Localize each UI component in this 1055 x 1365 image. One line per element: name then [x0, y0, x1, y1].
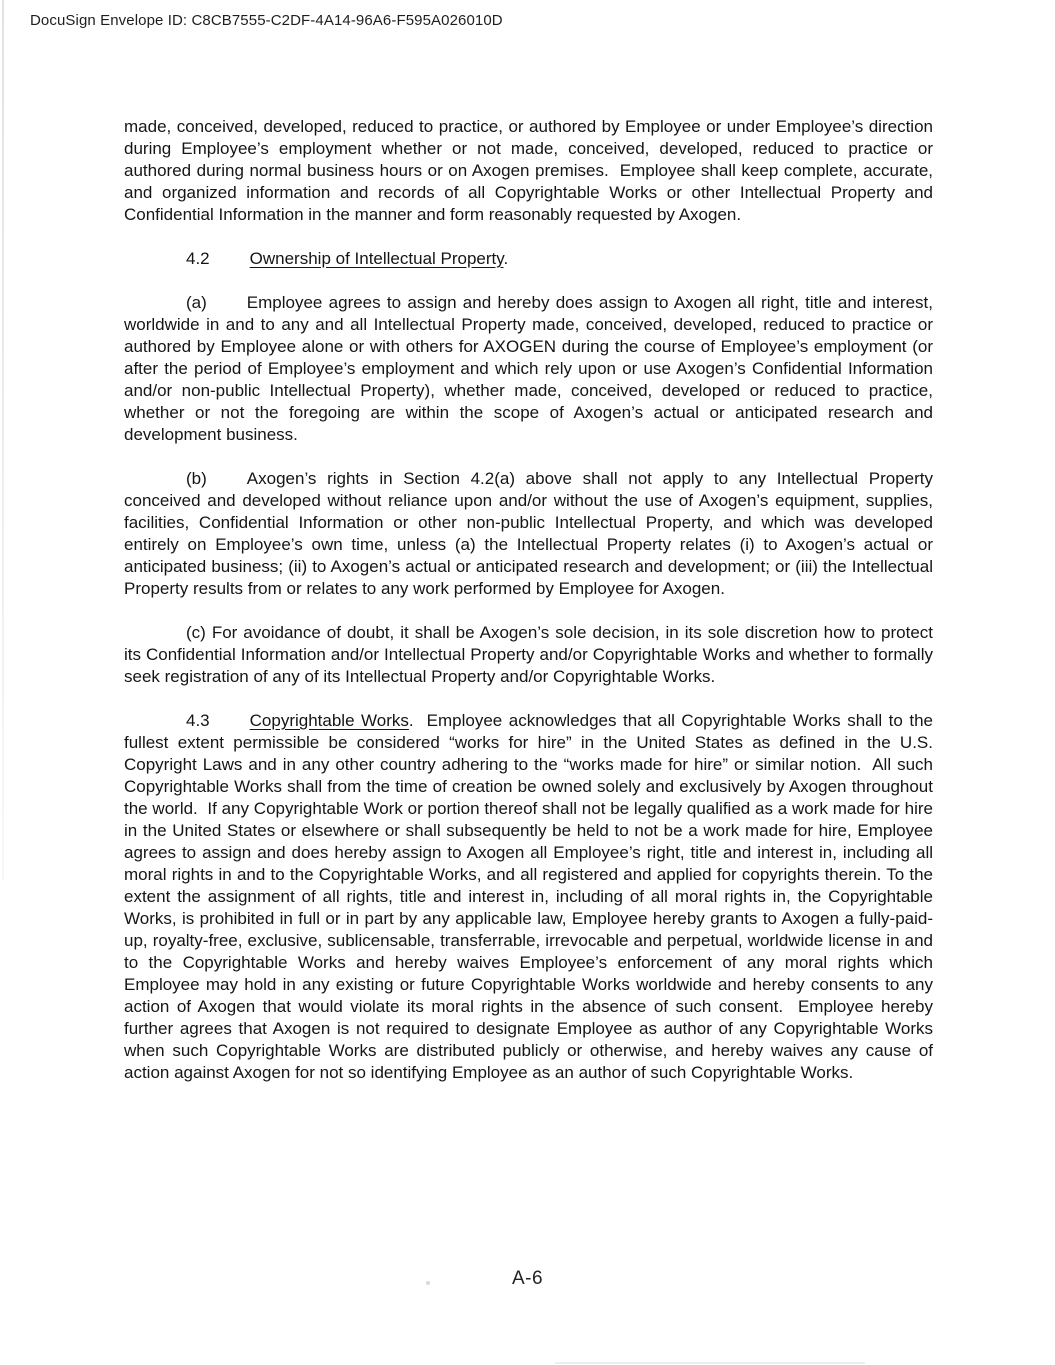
scan-dot-artifact	[426, 1281, 430, 1285]
section-4-3-title: Copyrightable Works	[249, 711, 409, 730]
paragraph-b-text: Axogen’s rights in Section 4.2(a) above shall not apply to any Intellectual Property conceived and developed without reliance upon and/or without the use of Axogen’s equipment, supplies, facilities, Confidential Information or other non-public Intellectual Property, and which was developed entirely on Employee’s own time, unless (a) the Intellectual Property relates (i) to Axogen’s actual or anticipated business; (ii) to Axogen’s actual or anticipated research and development; or (iii) the Intellectual Property results from or relates to any work performed by Employee for Axogen.	[124, 469, 933, 598]
paragraph-continuation: made, conceived, developed, reduced to practice, or authored by Employee or under Employee’s direction during Employee’s employment whether or not made, conceived, developed, reduced to practice or authored during normal business hours or on Axogen premises. Employee shall keep complete, accurate, and organized information and records of all Copyrightable Works or other Intellectual Property and Confidential Information in the manner and form reasonably requested by Axogen.	[124, 117, 933, 224]
section-4-3-period: .	[408, 711, 414, 730]
paragraph-4-3	[124, 710, 933, 1084]
section-4-3-number: 4.3	[186, 711, 210, 730]
page-number: A-6	[511, 1268, 544, 1289]
paragraph-b-label: (b)	[186, 469, 207, 488]
scan-edge-artifact-left	[2, 0, 4, 880]
section-4-2-number: 4.2	[186, 249, 210, 268]
section-4-2-title: Ownership of Intellectual Property	[249, 249, 504, 268]
paragraph-4-2-b	[124, 468, 933, 600]
section-4-3-text: Employee acknowledges that all Copyrightable Works shall to the fullest extent permissible be considered “works for hire” in the United States as defined in the U.S. Copyright Laws and in any other country adhering to the “works made for hire” or similar notion. All such Copyrightable Works shall from the time of creation be owned solely and exclusively by Axogen throughout the world. If any Copyrightable Work or portion thereof shall not be legally qualified as a work made for hire in the United States or elsewhere or shall subsequently be held to not be a work made for hire, Employee agrees to assign and does hereby assign to Axogen all Employee’s right, title and interest in, including all moral rights in and to the Copyrightable Works, and all registered and applied for copyrights therein. To the extent the assignment of all rights, title and interest in, including of all moral rights in, the Copyrightable Works, is prohibited in full or in part by any applicable law, Employee hereby grants to Axogen a fully-paid-up, royalty-free, exclusive, sublicensable, transferrable, irrevocable and perpetual, worldwide license in and to the Copyrightable Works and hereby waives Employee’s enforcement of any moral rights which Employee may hold in any existing or future Copyrightable Works worldwide and hereby consents to any action of Axogen that would violate its moral rights in the absence of such consent. Employee hereby further agrees that Axogen is not required to designate Employee as author of any Copyrightable Works when such Copyrightable Works are distributed publicly or otherwise, and hereby waives any cause of action against Axogen for not so identifying Employee as an author of such Copyrightable Works.	[124, 711, 933, 1082]
paragraph-4-2-c: (c) For avoidance of doubt, it shall be Axogen’s sole decision, in its sole discretion how to protect its Confidential Information and/or Intellectual Property and/or Copyrightable Works and whether to formally seek registration of any of its Intellectual Property and/or Copyrightable Works.	[124, 623, 933, 686]
docusign-envelope-id: DocuSign Envelope ID: C8CB7555-C2DF-4A14-96A6-F595A026010D	[30, 12, 503, 29]
section-4-2-period: .	[503, 249, 509, 268]
paragraph-a-text: Employee agrees to assign and hereby does assign to Axogen all right, title and interest, worldwide in and to any and all Intellectual Property made, conceived, developed, reduced to practice or authored by Employee alone or with others for AXOGEN during the course of Employee’s employment (or after the period of Employee’s employment and which rely upon or use Axogen’s Confidential Information and/or non-public Intellectual Property), whether made, conceived, developed or reduced to practice, whether or not the foregoing are within the scope of Axogen’s actual or anticipated research and development business.	[124, 293, 933, 444]
section-heading-4-2	[124, 248, 933, 270]
paragraph-4-2-a	[124, 292, 933, 446]
paragraph-a-label: (a)	[186, 293, 207, 312]
scan-edge-artifact-bottom	[555, 1362, 865, 1364]
document-body	[124, 116, 933, 1106]
